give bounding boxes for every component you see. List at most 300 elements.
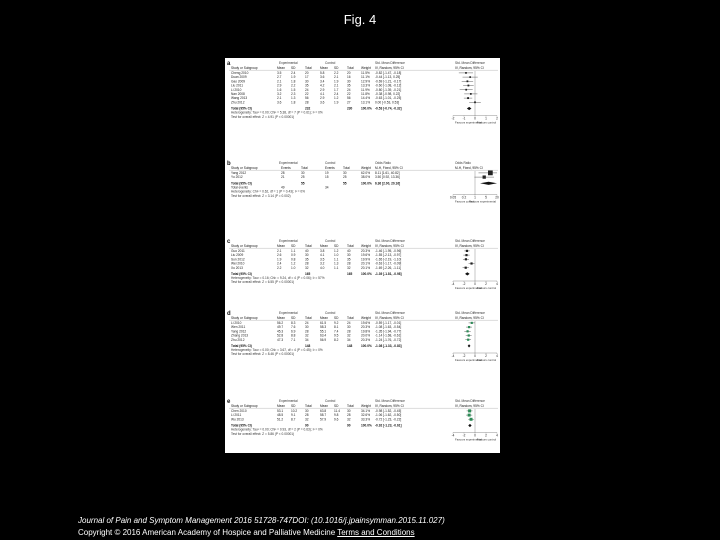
table-cell: -0.60 [-1.08, -0.12] — [375, 83, 402, 88]
x-tick-label: 4 — [496, 282, 498, 286]
x-tick-label: 1 — [485, 116, 487, 121]
table-cell: 11.4 — [334, 409, 340, 413]
table-cell: 2.9 — [320, 87, 325, 92]
effect-marker — [465, 72, 467, 74]
table-cell: 0.8 — [291, 257, 296, 262]
column-header: Mean — [320, 404, 328, 408]
panel-label: e — [227, 399, 231, 405]
table-cell: 2.2 — [334, 71, 339, 75]
column-header: Mean — [277, 316, 285, 320]
x-tick-label: -2 — [462, 282, 466, 286]
table-cell: 28 — [305, 329, 309, 334]
total-cell: 55 — [301, 181, 305, 186]
total-cell: 100.0% — [361, 423, 372, 428]
panel-label: b — [227, 161, 231, 167]
table-cell: 28 — [347, 261, 351, 266]
footnote: Test for overall effect: Z = 6.55 (P < 0.00001) — [231, 280, 295, 285]
table-cell: Li 2010 — [231, 87, 242, 92]
column-header: Total — [301, 166, 308, 170]
footnote: Heterogeneity: Tau² = 0.00; Chi² = 0.93, df = 2 (P = 0.63); I² = 0% — [231, 427, 323, 432]
axis-caption-left: Favours control — [455, 199, 475, 204]
table-cell: 32 — [305, 417, 309, 422]
column-header: SD — [334, 316, 339, 320]
table-cell: 20 — [347, 71, 351, 75]
total-cell: 165 — [347, 272, 353, 276]
total-cell: 230 — [347, 106, 353, 111]
table-cell: -0.69 [-1.21, -0.17] — [375, 79, 402, 84]
table-cell: 20.3% — [361, 325, 371, 330]
table-cell: 9.6 — [334, 417, 339, 422]
table-cell: -0.80 [-1.39, -0.21] — [375, 87, 402, 92]
table-cell: 19.8% — [361, 329, 371, 334]
table-cell: 3.2 — [277, 92, 282, 96]
column-header: SD — [291, 404, 296, 408]
x-tick-label: 0 — [474, 282, 476, 286]
pooled-diamond — [468, 424, 471, 427]
table-cell: 24 — [347, 321, 351, 325]
table-cell: 1.2 — [334, 96, 339, 101]
table-cell: 30 — [305, 253, 309, 258]
axis-caption-left: Favours experimental — [455, 358, 482, 362]
table-cell: 9.1 — [291, 413, 296, 418]
table-cell: 8.3 — [291, 321, 296, 325]
terms-link[interactable]: Terms and Conditions — [337, 528, 415, 537]
table-cell: 24 — [305, 87, 309, 92]
column-header: Mean — [277, 244, 285, 248]
table-cell: Wang 2013 — [231, 96, 248, 101]
header-control: Control — [325, 61, 336, 65]
table-cell: 55.1 — [320, 329, 327, 334]
table-cell: 47.3 — [277, 337, 284, 342]
table-cell: 40 — [347, 249, 351, 253]
x-tick-label: -2 — [451, 116, 455, 121]
effect-marker — [467, 80, 469, 82]
column-header: Study or Subgroup — [231, 404, 258, 408]
effect-marker — [466, 250, 468, 252]
pooled-diamond — [465, 272, 470, 275]
table-cell: -1.08 [-1.63, -0.54] — [375, 325, 402, 330]
effect-marker — [483, 175, 486, 178]
table-cell: 12.9% — [361, 79, 371, 84]
effect-marker — [465, 254, 467, 256]
total-cell: 232 — [305, 106, 311, 111]
table-cell: Duan 2009 — [231, 75, 247, 80]
table-cell: 58.7 — [320, 413, 327, 418]
journal-citation: Journal of Pain and Symptom Management 2016 51728-747DOI: (10.1016/j.jpainsymman.2015.11.027) — [78, 516, 445, 525]
table-cell: 10.2 — [291, 409, 298, 413]
effect-marker — [467, 97, 469, 99]
total-cell: 148 — [347, 344, 353, 348]
column-header: Mean — [277, 66, 285, 70]
column-header: Total — [305, 66, 312, 70]
table-cell: 5.8 — [320, 71, 325, 75]
column-header: SD — [291, 316, 296, 320]
table-cell: Wei 2010 — [231, 261, 245, 266]
table-cell: 4.1 — [320, 92, 325, 96]
table-cell: 2.1 — [277, 79, 282, 84]
table-cell: 30 — [301, 171, 305, 175]
column-header: Total — [347, 244, 354, 248]
table-cell: 24 — [347, 87, 351, 92]
footnote: Test for overall effect: Z = 5.86 (P < 0.00001) — [231, 431, 295, 436]
table-cell: 1.7 — [334, 87, 339, 92]
column-header: Study or Subgroup — [231, 244, 258, 248]
header-control: Control — [325, 399, 336, 403]
total-cell: 55 — [343, 181, 347, 186]
table-cell: 57.9 — [320, 417, 327, 422]
x-tick-label: 0.05 — [449, 195, 457, 200]
table-cell: 30 — [305, 79, 309, 84]
header-effect-plot: Std. Mean Difference — [455, 239, 485, 243]
table-cell: 8.2 — [334, 337, 339, 342]
table-cell: Li 2011 — [231, 413, 242, 418]
table-cell: 2.1 — [277, 249, 282, 253]
column-header: Total — [305, 316, 312, 320]
axis-caption-left: Favours experimental — [455, 120, 482, 125]
effect-marker — [470, 93, 472, 95]
table-cell: 20 — [305, 71, 309, 75]
x-tick-label: 2 — [485, 433, 487, 438]
figure-title: Fig. 4 — [343, 12, 377, 27]
x-tick-label: 2 — [485, 282, 487, 286]
footnote: Test for overall effect: Z = 3.14 (P = 0.002) — [231, 193, 291, 198]
total-cell: Total (95% CI) — [231, 344, 252, 348]
table-cell: 1.9 — [291, 75, 296, 80]
table-cell: 32 — [305, 333, 309, 338]
table-cell: 20.3% — [361, 337, 371, 342]
panel-label: a — [227, 61, 231, 67]
table-cell: 28 — [281, 171, 285, 175]
axis-caption-right: Favours control — [476, 120, 496, 125]
table-cell: -1.14 [-1.68, -0.61] — [375, 333, 402, 338]
header-control: Control — [325, 161, 336, 165]
column-header: IV, Random, 95% CI — [455, 316, 484, 320]
column-header: Study or Subgroup — [231, 66, 258, 70]
panel-label: d — [227, 311, 231, 317]
column-header: M-H, Fixed, 95% CI — [375, 166, 403, 170]
column-header: IV, Random, 95% CI — [455, 404, 484, 408]
table-cell: 2.1 — [334, 83, 339, 88]
header-effect: Std. Mean Difference — [375, 61, 405, 65]
table-cell: -0.38 [-0.98, 0.22] — [375, 92, 401, 96]
panel-label: c — [227, 239, 231, 245]
effect-marker — [468, 414, 471, 417]
axis-caption-right: Favours control — [476, 286, 496, 290]
column-header: Total — [305, 244, 312, 248]
table-cell: Zhu 2012 — [231, 100, 245, 105]
total-cell: Total (95% CI) — [231, 423, 252, 428]
table-cell: Yu 2012 — [231, 175, 243, 180]
table-cell: 11.9% — [361, 87, 370, 92]
table-cell: 21 — [281, 175, 285, 180]
column-header: SD — [291, 66, 296, 70]
table-cell: 3.5 — [320, 257, 325, 262]
effect-marker — [469, 76, 471, 78]
table-cell: -1.24 [-1.76, -0.72] — [375, 337, 402, 342]
table-cell: Liu 2009 — [231, 253, 244, 258]
column-header: Study or Subgroup — [231, 316, 258, 320]
table-cell: 19.6% — [361, 321, 371, 325]
table-cell: Yang 2012 — [231, 329, 247, 334]
table-cell: 11.5% — [361, 71, 370, 75]
column-header: Mean — [320, 244, 328, 248]
table-cell: 34 — [347, 337, 351, 342]
axis-caption-right: Favours control — [476, 437, 496, 442]
header-control: Control — [325, 311, 336, 315]
table-cell: 16 — [347, 75, 351, 80]
table-cell: 19 — [325, 171, 329, 175]
footnote: Heterogeneity: Tau² = 0.16; Chi² = 9.24, df = 4 (P = 0.06); I² = 57% — [231, 276, 325, 280]
table-cell: 7.4 — [334, 329, 339, 334]
table-cell: 3.4 — [320, 79, 325, 84]
table-cell: 24 — [305, 321, 309, 325]
table-cell: 2.3 — [291, 92, 296, 96]
table-cell: Yang 2012 — [231, 171, 247, 175]
table-cell: -1.06 [-1.62, -0.50] — [375, 413, 402, 418]
table-cell: 7.1 — [291, 337, 296, 342]
total-cell: 148 — [305, 344, 311, 348]
x-tick-label: 2 — [496, 116, 498, 121]
effect-marker — [465, 267, 467, 269]
table-cell: 56.9 — [320, 337, 327, 342]
x-tick-label: 0 — [474, 433, 476, 438]
total-cell: 100.0% — [361, 106, 372, 111]
column-header: IV, Random, 95% CI — [375, 244, 404, 248]
table-cell: 2.2 — [291, 83, 296, 88]
effect-marker — [471, 322, 473, 324]
effect-marker — [466, 330, 468, 332]
table-cell: 30 — [305, 325, 309, 330]
footnote: Test for overall effect: Z = 4.91 (P < 0.00001) — [231, 114, 295, 119]
column-header: IV, Random, 95% CI — [375, 66, 404, 70]
table-cell: 19.9% — [361, 257, 371, 262]
table-cell: 1.8 — [291, 79, 296, 84]
axis-caption-left: Favours experimental — [455, 437, 482, 442]
table-cell: 56.2 — [277, 321, 284, 325]
table-cell: 11.8% — [361, 92, 370, 96]
header-effect-plot: Odds Ratio — [455, 161, 471, 165]
table-cell: 1.1 — [334, 257, 339, 262]
total-cell: -0.53 [-0.74, -0.32] — [375, 106, 402, 111]
column-header: Weight — [361, 166, 371, 170]
header-effect-plot: Std. Mean Difference — [455, 399, 485, 403]
x-tick-label: -4 — [451, 354, 455, 358]
table-cell: 56 — [347, 96, 351, 101]
x-tick-label: 5 — [485, 195, 487, 200]
table-cell: 8.8 — [291, 333, 296, 338]
table-cell: 1.5 — [291, 87, 296, 92]
table-cell: 1.6 — [277, 87, 282, 92]
table-cell: 1.0 — [334, 253, 339, 258]
table-cell: Gao 2009 — [231, 79, 246, 84]
table-cell: 3.8 — [320, 249, 325, 253]
table-cell: Cheng 2010 — [231, 71, 249, 75]
total-cell: 90 — [347, 423, 351, 428]
table-cell: -0.63 [-1.01, -0.25] — [375, 96, 402, 101]
table-cell: 17 — [305, 75, 309, 80]
column-header: M-H, Fixed, 95% CI — [455, 166, 483, 170]
header-control: Control — [325, 239, 336, 243]
table-cell: -1.35 [-1.94, -0.77] — [375, 329, 402, 334]
header-experimental: Experimental — [279, 239, 298, 243]
x-tick-label: 4 — [496, 354, 498, 358]
table-cell: 1.2 — [334, 249, 339, 253]
table-cell: Xu 2013 — [231, 265, 243, 270]
table-cell: 1.1 — [291, 249, 296, 253]
footnote: Test for overall effect: Z = 8.46 (P < 0.00001) — [231, 352, 295, 357]
table-cell: 56 — [305, 96, 309, 101]
header-effect: Std. Mean Difference — [375, 239, 405, 243]
table-cell: 58.3 — [320, 325, 327, 330]
header-experimental: Experimental — [279, 399, 298, 403]
table-cell: 3.50 [0.92, 13.36] — [375, 175, 400, 180]
table-cell: 1.9 — [277, 257, 282, 262]
table-cell: -0.44 [-1.13, 0.25] — [375, 75, 401, 80]
table-cell: 2.4 — [291, 71, 296, 75]
table-cell: 63.4 — [320, 333, 327, 338]
table-cell: 8.11 [1.61, 40.82] — [375, 171, 400, 175]
table-cell: 35 — [347, 83, 351, 88]
table-cell: Wen 2011 — [231, 325, 246, 330]
table-cell: 32 — [347, 265, 351, 270]
table-cell: 28 — [347, 413, 351, 418]
table-cell: 4.2 — [320, 83, 325, 88]
effect-marker — [467, 339, 469, 341]
effect-marker — [488, 171, 493, 176]
column-header: Weight — [361, 66, 371, 70]
effect-marker — [465, 89, 467, 91]
table-cell: 3.6 — [320, 75, 325, 80]
header-effect: Odds Ratio — [375, 161, 391, 165]
table-cell: 0.9 — [291, 253, 296, 258]
table-cell: 48.5 — [277, 413, 284, 418]
table-cell: -0.63 [-1.17, -0.09] — [375, 261, 402, 266]
effect-marker — [470, 262, 472, 264]
table-cell: 32.6% — [361, 413, 371, 418]
table-cell: -1.69 [-2.26, -1.11] — [375, 265, 401, 270]
table-cell: Nan 2008 — [231, 92, 245, 96]
table-cell: 40 — [305, 249, 309, 253]
copyright-line — [78, 527, 445, 539]
footnote: Heterogeneity: Tau² = 0.00; Chi² = 5.38, df = 7 (P = 0.61); I² = 0% — [231, 110, 323, 115]
events-cell: 49 — [281, 185, 285, 190]
table-cell: 62.0% — [361, 171, 371, 175]
table-cell: 49.7 — [277, 325, 284, 330]
header-experimental: Experimental — [279, 311, 298, 315]
effect-marker — [468, 326, 470, 328]
table-cell: 30 — [305, 409, 309, 413]
table-cell: 30 — [347, 79, 351, 84]
effect-marker — [468, 409, 471, 412]
table-cell: 28 — [305, 413, 309, 418]
effect-marker — [470, 418, 473, 421]
table-cell: 2.9 — [320, 96, 325, 101]
table-cell: 1.3 — [334, 261, 339, 266]
table-cell: Guo 2011 — [231, 249, 245, 253]
effect-marker — [465, 258, 467, 260]
table-cell: 4.1 — [320, 253, 325, 258]
column-header: Events — [325, 166, 335, 170]
table-cell: 33.3% — [361, 417, 371, 422]
table-cell: 34 — [305, 337, 309, 342]
table-cell: 53.1 — [277, 409, 284, 413]
x-tick-label: 0 — [474, 116, 476, 121]
total-cell: -1.08 [-1.33, -0.83] — [375, 344, 402, 348]
table-cell: 25 — [343, 175, 347, 180]
table-cell: -1.46 [-1.95, -0.96] — [375, 249, 402, 253]
table-cell: 13.3% — [361, 83, 371, 88]
axis-caption-right: Favours experimental — [469, 199, 496, 204]
total-cell: Total (95% CI) — [231, 272, 252, 276]
column-header: IV, Random, 95% CI — [375, 316, 404, 320]
column-header: Mean — [320, 316, 328, 320]
table-cell: 2.6 — [277, 253, 282, 258]
table-cell: Zhu 2012 — [231, 337, 245, 342]
total-cell: 100.0% — [361, 344, 372, 348]
table-cell: 28 — [305, 100, 309, 105]
x-tick-label: 20 — [495, 195, 499, 200]
table-cell: Sun 2012 — [231, 257, 245, 262]
table-cell: 63.8 — [320, 409, 327, 413]
table-cell: 22 — [347, 92, 351, 96]
table-cell: 1.3 — [291, 96, 296, 101]
x-tick-label: -4 — [451, 433, 455, 438]
table-cell: 61.5 — [320, 321, 327, 325]
table-cell: 28 — [347, 329, 351, 334]
table-cell: 2.4 — [334, 92, 339, 96]
x-tick-label: -2 — [462, 354, 466, 358]
pooled-diamond — [480, 182, 497, 185]
total-cell: 6.36 [2.00, 20.16] — [375, 181, 401, 186]
x-tick-label: 0 — [474, 354, 476, 358]
header-experimental: Experimental — [279, 61, 298, 65]
table-cell: 2.2 — [277, 265, 282, 270]
table-cell: 32 — [347, 333, 351, 338]
pooled-diamond — [468, 344, 471, 347]
table-cell: 4.0 — [320, 265, 325, 270]
column-header: IV, Random, 95% CI — [455, 66, 484, 70]
table-cell: 30 — [347, 325, 351, 330]
table-cell: 25 — [301, 175, 305, 180]
copyright-text: Copyright © 2016 American Academy of Hospice and Palliative Medicine — [78, 528, 336, 537]
column-header: SD — [291, 244, 296, 248]
table-cell: -1.65 [-2.19, -1.10] — [375, 257, 402, 262]
table-cell: 34.1% — [361, 409, 371, 413]
table-cell: 20.3% — [361, 249, 371, 253]
column-header: SD — [334, 404, 339, 408]
column-header: Weight — [361, 404, 371, 408]
total-cell: Total (95% CI) — [231, 106, 252, 111]
header-effect-plot: Std. Mean Difference — [455, 311, 485, 315]
table-cell: 11.1% — [361, 75, 370, 80]
table-cell: 7.6 — [291, 325, 296, 330]
table-cell: 22 — [305, 92, 309, 96]
pooled-diamond — [467, 107, 472, 110]
table-cell: 2.1 — [334, 75, 339, 80]
table-cell: 45.3 — [277, 329, 284, 334]
forest-plot-figure — [225, 58, 500, 453]
table-cell: 28 — [305, 261, 309, 266]
header-effect: Std. Mean Difference — [375, 311, 405, 315]
table-cell: 9.5 — [334, 333, 339, 338]
column-header: SD — [334, 244, 339, 248]
x-tick-label: 1 — [474, 195, 476, 200]
header-effect-plot: Std. Mean Difference — [455, 61, 485, 65]
column-header: IV, Random, 95% CI — [375, 404, 404, 408]
table-cell: 9.2 — [334, 321, 339, 325]
table-cell: 1.0 — [291, 265, 296, 270]
column-header: Weight — [361, 244, 371, 248]
